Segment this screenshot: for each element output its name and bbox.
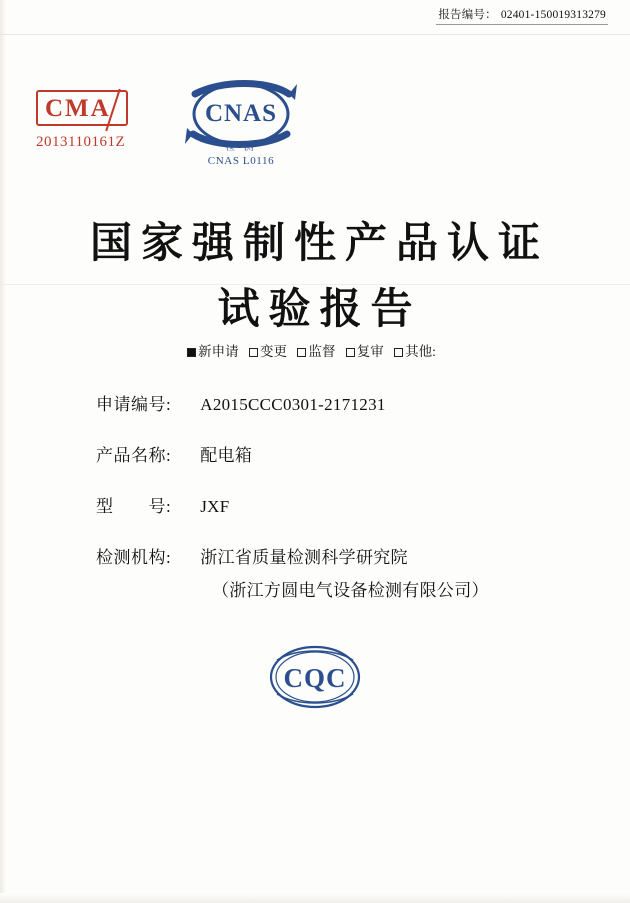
cqc-seal bbox=[0, 640, 630, 719]
option-label-other: 其他: bbox=[405, 344, 436, 359]
field-value-testing-organization: 浙江省质量检测科学研究院 bbox=[200, 548, 408, 567]
option-label-supervision: 监督 bbox=[308, 344, 336, 359]
field-label-product-name: 产品名称: bbox=[96, 446, 172, 465]
field-model bbox=[96, 492, 566, 517]
cnas-code: CNAS L0116 bbox=[207, 155, 275, 167]
report-fields bbox=[96, 390, 566, 627]
page-edge-shade-bottom bbox=[0, 893, 630, 903]
cma-logo-text: CMA bbox=[45, 95, 111, 122]
report-number-label: 报告编号： bbox=[438, 9, 497, 21]
cma-logo-icon bbox=[36, 90, 128, 126]
option-change[interactable] bbox=[249, 344, 287, 359]
field-application-number bbox=[96, 390, 566, 415]
field-value-testing-organization-secondary: （浙江方圆电气设备检测有限公司） bbox=[212, 581, 489, 600]
field-product-name bbox=[96, 441, 566, 466]
cma-code: 2013110161Z bbox=[36, 134, 126, 150]
option-supervision[interactable] bbox=[297, 344, 335, 359]
page-title-line1: 国家强制性产品认证 bbox=[89, 221, 549, 267]
option-review[interactable] bbox=[346, 344, 384, 359]
cnas-sublabel: 检 测 bbox=[225, 142, 257, 153]
field-value-model: JXF bbox=[200, 497, 230, 516]
svg-text:CQC: CQC bbox=[283, 663, 347, 693]
option-label-change: 变更 bbox=[259, 344, 287, 359]
report-number bbox=[436, 6, 608, 25]
checkbox-other[interactable] bbox=[394, 348, 403, 357]
checkbox-new-application[interactable] bbox=[187, 348, 196, 357]
option-label-review: 复审 bbox=[356, 344, 384, 359]
svg-text:CNAS: CNAS bbox=[204, 100, 278, 127]
scan-artifact-line-top bbox=[0, 34, 630, 35]
option-other[interactable] bbox=[394, 344, 436, 359]
checkbox-review[interactable] bbox=[346, 348, 355, 357]
cma-mark bbox=[36, 90, 144, 151]
field-label-application-number: 申请编号: bbox=[96, 395, 172, 414]
report-number-value: 02401-150019313279 bbox=[500, 9, 606, 21]
certification-marks bbox=[0, 78, 630, 188]
field-testing-organization bbox=[96, 543, 566, 601]
page-title-line2: 试验报告 bbox=[217, 287, 422, 333]
checkbox-supervision[interactable] bbox=[297, 348, 306, 357]
checkbox-change[interactable] bbox=[249, 348, 258, 357]
field-value-product-name: 配电箱 bbox=[200, 446, 253, 465]
field-value-application-number: A2015CCC0301-2171231 bbox=[200, 395, 386, 414]
option-label-new-application: 新申请 bbox=[198, 344, 239, 359]
option-new-application[interactable] bbox=[187, 344, 239, 359]
field-label-testing-organization: 检测机构: bbox=[96, 548, 172, 567]
cnas-mark bbox=[176, 78, 306, 167]
field-label-model: 型 号: bbox=[96, 497, 172, 516]
cqc-logo-icon bbox=[263, 640, 367, 714]
application-type-options bbox=[0, 340, 630, 360]
